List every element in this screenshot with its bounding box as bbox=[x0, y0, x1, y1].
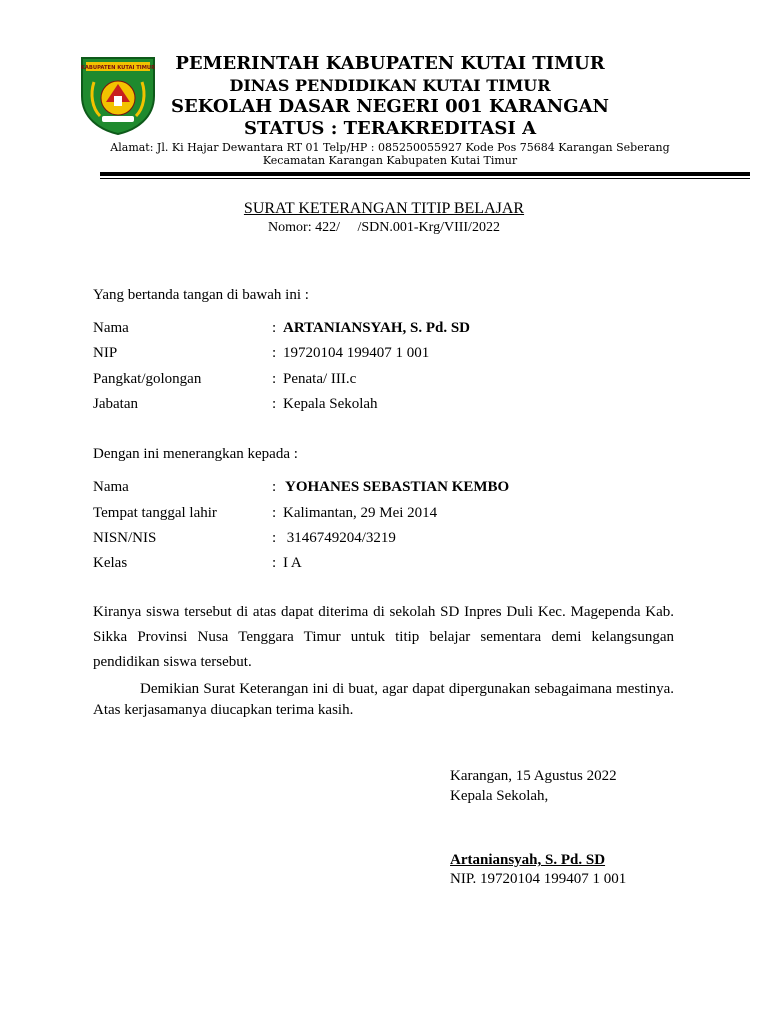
signature-nip: NIP. 19720104 199407 1 001 bbox=[450, 871, 627, 887]
letterhead-status: STATUS : TERAKREDITASI A bbox=[243, 118, 537, 139]
field-value: Kalimantan, 29 Mei 2014 bbox=[283, 505, 438, 521]
field-label: Kelas bbox=[93, 555, 128, 571]
field-label: Jabatan bbox=[93, 396, 138, 412]
letterhead-department: DINAS PENDIDIKAN KUTAI TIMUR bbox=[229, 76, 551, 95]
signature-position: Kepala Sekolah, bbox=[450, 788, 549, 804]
field-label: NIP bbox=[93, 345, 118, 361]
letterhead-government: PEMERINTAH KABUPATEN KUTAI TIMUR bbox=[175, 53, 605, 74]
paragraph-closing: Demikian Surat Keterangan ini di buat, agar dapat dipergunakan sebagaimana mestinya. Atas kerjasamanya diucapkan terima kasih. bbox=[93, 681, 674, 718]
field-label: Tempat tanggal lahir bbox=[93, 505, 217, 521]
letterhead-district: Kecamatan Karangan Kabupaten Kutai Timur bbox=[262, 154, 518, 167]
paragraph-request: Kiranya siswa tersebut di atas dapat diterima di sekolah SD Inpres Duli Kec. Magependa Kab. Sikka Provinsi Nusa Tenggara Timur untuk titip belajar sementara demi kelangsungan pendidikan siswa tersebut. bbox=[93, 604, 674, 670]
field-label: Nama bbox=[93, 320, 129, 336]
student-row-birth bbox=[93, 505, 693, 527]
field-colon: : bbox=[272, 530, 277, 546]
field-value: Kepala Sekolah bbox=[283, 396, 378, 412]
signer-row-position bbox=[93, 396, 693, 418]
field-colon: : bbox=[272, 371, 277, 387]
field-value: 19720104 199407 1 001 bbox=[283, 345, 430, 361]
signature-name: Artaniansyah, S. Pd. SD bbox=[450, 852, 606, 868]
field-label: Nama bbox=[93, 479, 129, 495]
field-colon: : bbox=[272, 396, 277, 412]
field-label: Pangkat/golongan bbox=[93, 371, 202, 387]
signature-place-date: Karangan, 15 Agustus 2022 bbox=[450, 768, 617, 784]
signer-row-rank bbox=[93, 371, 693, 393]
field-value: I A bbox=[283, 555, 302, 571]
student-row-name bbox=[93, 479, 693, 501]
field-colon: : bbox=[272, 479, 277, 495]
field-colon: : bbox=[272, 320, 277, 336]
field-value: YOHANES SEBASTIAN KEMBO bbox=[285, 479, 510, 495]
student-row-class bbox=[93, 555, 693, 577]
student-row-nisn bbox=[93, 530, 693, 552]
header-divider-thick bbox=[100, 172, 750, 176]
letterhead bbox=[0, 0, 768, 180]
field-label: NISN/NIS bbox=[93, 530, 157, 546]
field-colon: : bbox=[272, 555, 277, 571]
emblem-text: KABUPATEN KUTAI TIMUR bbox=[80, 65, 156, 71]
signer-row-name bbox=[93, 320, 693, 342]
intro-text: Yang bertanda tangan di bawah ini : bbox=[93, 287, 309, 303]
letter-title: SURAT KETERANGAN TITIP BELAJAR bbox=[243, 200, 525, 217]
field-value: 3146749204/3219 bbox=[283, 530, 396, 546]
signer-row-nip bbox=[93, 345, 693, 367]
intro2-text: Dengan ini menerangkan kepada : bbox=[93, 446, 298, 462]
letterhead-address: Alamat: Jl. Ki Hajar Dewantara RT 01 Telp/HP : 085250055927 Kode Pos 75684 Karangan Seberang bbox=[110, 141, 670, 154]
field-colon: : bbox=[272, 505, 277, 521]
header-divider-thin bbox=[100, 178, 750, 179]
letter-number: Nomor: 422/ /SDN.001-Krg/VIII/2022 bbox=[268, 220, 500, 235]
letterhead-school: SEKOLAH DASAR NEGERI 001 KARANGAN bbox=[170, 96, 610, 117]
field-value: Penata/ III.c bbox=[283, 371, 357, 387]
field-value: ARTANIANSYAH, S. Pd. SD bbox=[283, 320, 471, 336]
field-colon: : bbox=[272, 345, 277, 361]
